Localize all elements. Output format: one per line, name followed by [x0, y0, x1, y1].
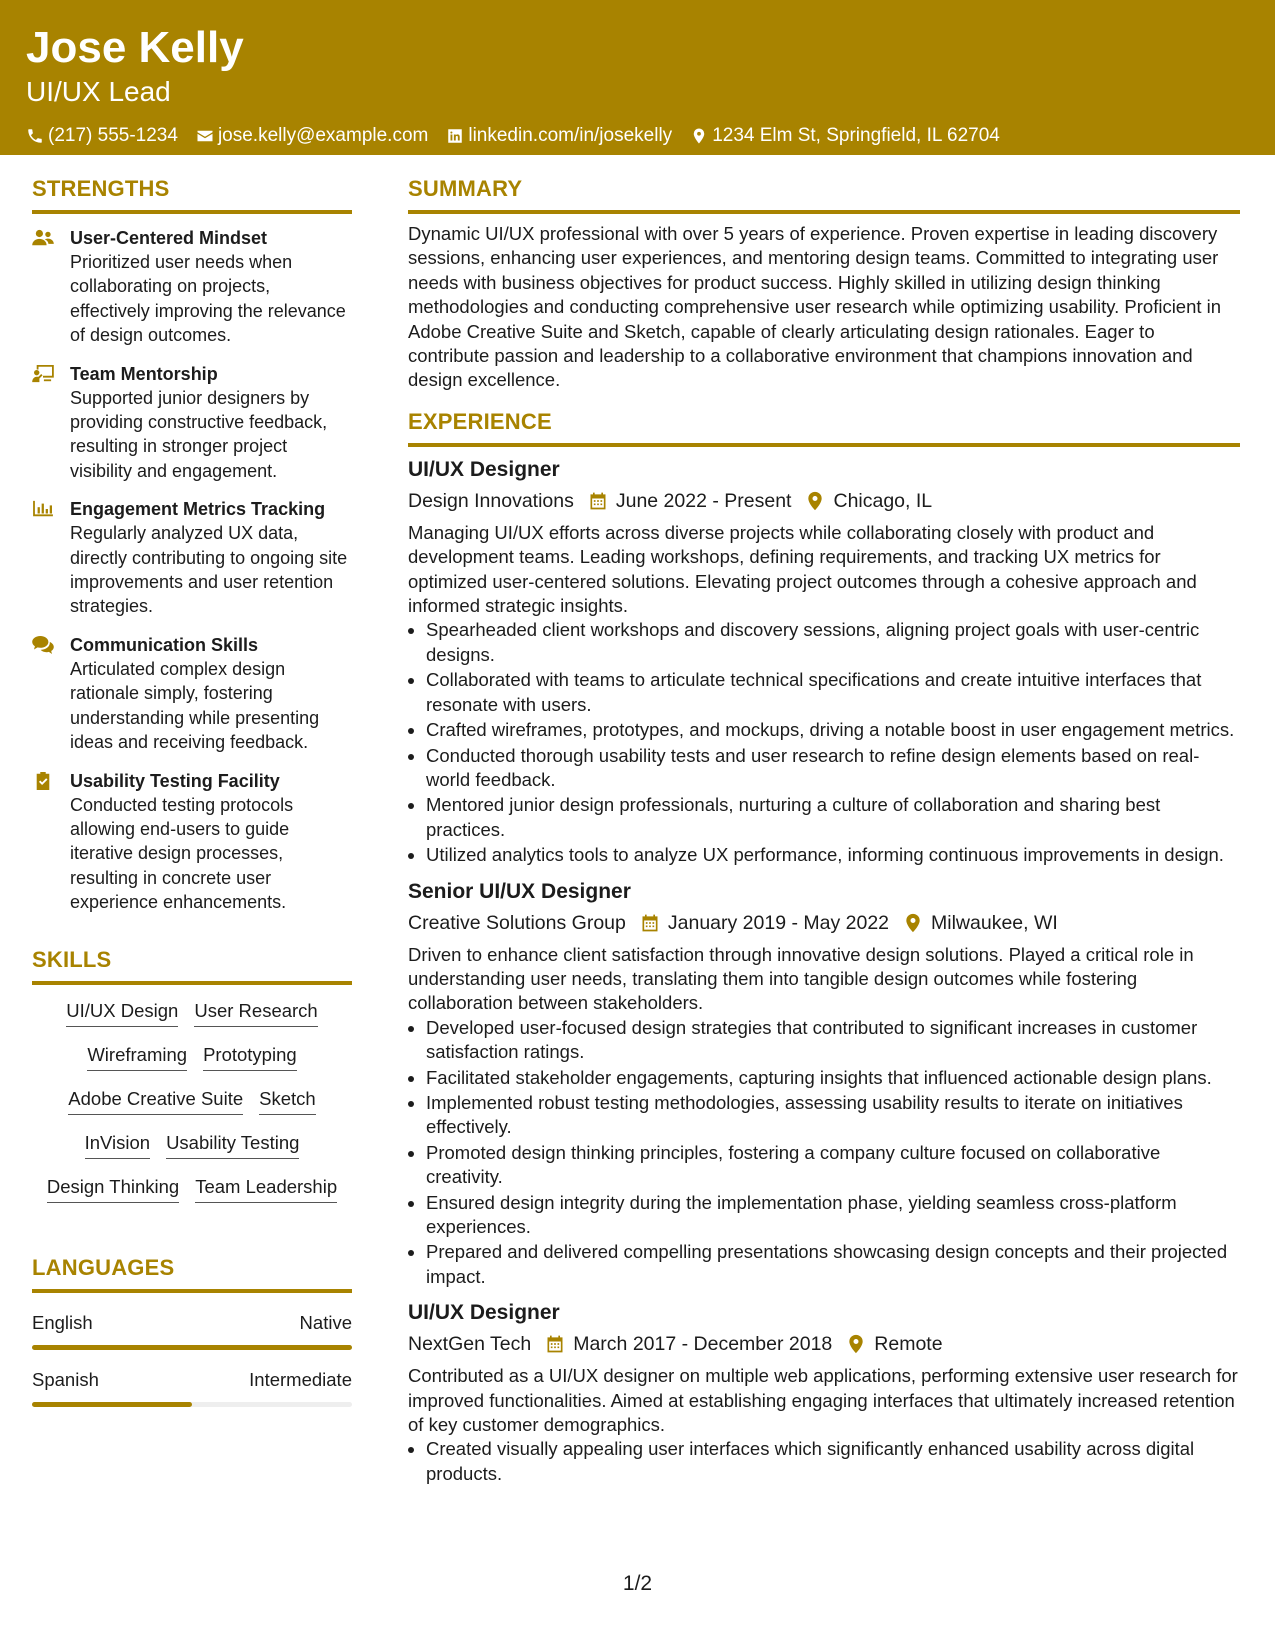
experience-entry — [408, 877, 1240, 1291]
summary-heading: SUMMARY — [408, 174, 1240, 214]
language-proficiency-bar — [32, 1402, 352, 1407]
experience-bullet: • Created visually appealing user interfaces which significantly enhanced usability across digital products. — [426, 1437, 1240, 1487]
job-meta — [408, 909, 1240, 937]
strength-description: Prioritized user needs when collaborating on projects, effectively improving the relevance of design outcomes. — [70, 252, 346, 346]
job-dates: January 2019 - May 2022 — [667, 911, 890, 934]
contact-list — [26, 124, 1249, 148]
language-level: Native — [299, 1311, 352, 1333]
strength-item — [32, 497, 352, 619]
strength-description: Regularly analyzed UX data, directly contributing to ongoing site improvements and user retention strategies. — [70, 523, 348, 617]
strength-title: Communication Skills — [70, 634, 259, 655]
experience-entry — [408, 455, 1240, 869]
resume-header — [0, 0, 1275, 155]
strength-body — [70, 226, 352, 348]
job-description: Contributed as a UI/UX designer on multiple web applications, performing extensive user research for improved functionalities. Aimed at establishing engaging interfaces that ultimately increased retention of key customer demographics. — [408, 1365, 1238, 1436]
calendar-icon — [545, 1334, 565, 1354]
strength-title: Engagement Metrics Tracking — [70, 499, 326, 520]
language-name: English — [32, 1311, 93, 1333]
languages-heading: LANGUAGES — [32, 1253, 352, 1293]
language-level: Intermediate — [249, 1368, 352, 1390]
strength-body — [70, 633, 352, 755]
email-text[interactable]: jose.kelly@example.com — [217, 125, 429, 146]
contact-address — [690, 124, 1000, 148]
job-title: UI/UX Designer — [408, 1301, 560, 1325]
skill-tag: Usability Testing — [166, 1131, 299, 1159]
language-item — [32, 1368, 352, 1407]
company-name: NextGen Tech — [408, 1333, 532, 1356]
strengths-heading: STRENGTHS — [32, 174, 352, 214]
strength-title: Team Mentorship — [70, 363, 218, 384]
experience-bullet: • Facilitated stakeholder engagements, capturing insights that influenced actionable design plans. — [426, 1066, 1240, 1091]
experience-bullet: • Developed user-focused design strategies that contributed to significant increases in customer satisfaction ratings. — [426, 1016, 1240, 1066]
strength-body — [70, 497, 352, 619]
experience-bullet: • Prepared and delivered compelling presentations showcasing design concepts and their projected impact. — [426, 1240, 1240, 1290]
summary-text: Dynamic UI/UX professional with over 5 years of experience. Proven expertise in leading discovery sessions, enhancing user experiences, and mentoring design teams. Committed to integrating user needs with business objectives for product success. Highly skilled in utilizing design thinking methodologies and conducting comprehensive user research while optimizing usability. Proficient in Adobe Creative Suite and Sketch, capable of clearly articulating design rationales. Eager to contribute passion and leadership to a collaborative environment that champions innovation and design excellence. — [408, 223, 1222, 391]
experience-bullet: • Promoted design thinking principles, fostering a company culture focused on collaborative creativity. — [426, 1141, 1240, 1191]
strength-body — [70, 769, 352, 915]
map-pin-icon — [846, 1334, 866, 1354]
job-title: Senior UI/UX Designer — [408, 879, 631, 903]
experience-heading: EXPERIENCE — [408, 407, 1240, 447]
languages-list — [32, 1311, 352, 1407]
skill-tag: Team Leadership — [195, 1175, 337, 1203]
strength-title: Usability Testing Facility — [70, 770, 280, 791]
skill-tag: Adobe Creative Suite — [68, 1087, 243, 1115]
experience-bullet: • Crafted wireframes, prototypes, and mockups, driving a notable boost in user engagement metrics. — [426, 718, 1240, 743]
linkedin-text[interactable]: linkedin.com/in/josekelly — [468, 125, 673, 146]
strength-item — [32, 226, 352, 348]
language-row — [32, 1368, 352, 1392]
job-bullets — [408, 1016, 1240, 1290]
experience-bullet: • Mentored junior design professionals, nurturing a culture of collaboration and sharing best practices. — [426, 793, 1240, 843]
contact-linkedin[interactable] — [446, 124, 672, 148]
page-number: 1/2 — [622, 1572, 653, 1595]
experience-bullet: • Ensured design integrity during the implementation phase, yielding seamless cross-platform experiences. — [426, 1191, 1240, 1241]
skill-tag: UI/UX Design — [66, 999, 178, 1027]
strength-description: Articulated complex design rationale simply, fostering understanding while presenting ideas and receiving feedback. — [70, 658, 320, 753]
skill-tag: Prototyping — [203, 1043, 297, 1071]
job-meta — [408, 487, 1240, 515]
experience-bullet: • Utilized analytics tools to analyze UX performance, informing continuous improvements in design. — [426, 843, 1240, 868]
job-description: Managing UI/UX efforts across diverse projects while collaborating closely with product and development teams. Leading workshops, defining requirements, and tracking UX metrics for optimized user-centered solutions. Elevating project outcomes through a cohesive approach and informed strategic insights. — [408, 521, 1197, 617]
strength-item — [32, 633, 352, 755]
users-icon — [32, 226, 70, 348]
job-bullets — [408, 1437, 1240, 1487]
experience-bullet: • Implemented robust testing methodologies, assessing usability results to iterate on initiatives effectively. — [426, 1091, 1240, 1141]
job-location: Remote — [874, 1333, 943, 1356]
language-name: Spanish — [32, 1368, 99, 1390]
map-pin-icon — [805, 491, 825, 511]
experience-bullet: • Collaborated with teams to articulate technical specifications and create intuitive interfaces that resonate with users. — [426, 668, 1240, 718]
experience-list — [408, 455, 1240, 1487]
job-dates: June 2022 - Present — [615, 489, 792, 512]
language-proficiency-fill — [32, 1345, 352, 1350]
strength-item — [32, 362, 352, 484]
presentation-icon — [32, 362, 70, 484]
language-proficiency-bar — [32, 1345, 352, 1350]
candidate-name: Jose Kelly — [26, 23, 244, 72]
language-row — [32, 1311, 352, 1335]
strengths-list — [32, 226, 352, 915]
job-title: UI/UX Designer — [408, 457, 560, 481]
phone-icon — [26, 127, 44, 145]
job-dates: March 2017 - December 2018 — [573, 1333, 833, 1356]
strength-title: User-Centered Mindset — [70, 228, 268, 248]
job-description: Driven to enhance client satisfaction through innovative design solutions. Played a critical role in understanding user needs, translating them into tangible design outcomes while fostering collaboration between stakeholders. — [408, 943, 1194, 1014]
skill-tag: Sketch — [259, 1087, 316, 1115]
experience-entry — [408, 1298, 1240, 1487]
skill-tag: User Research — [194, 999, 317, 1027]
company-name: Creative Solutions Group — [408, 911, 626, 934]
candidate-title: UI/UX Lead — [26, 76, 171, 107]
skill-tag: Wireframing — [87, 1043, 187, 1071]
chart-icon — [32, 497, 70, 619]
linkedin-icon — [446, 127, 464, 145]
job-location: Chicago, IL — [833, 489, 933, 512]
experience-bullet: • Spearheaded client workshops and discovery sessions, aligning project goals with user-centric designs. — [426, 618, 1240, 668]
map-pin-icon — [690, 127, 708, 145]
address-text: 1234 Elm St, Springfield, IL 62704 — [712, 125, 1000, 146]
job-location: Milwaukee, WI — [931, 911, 1058, 934]
phone-text: (217) 555-1234 — [48, 125, 178, 146]
language-item — [32, 1311, 352, 1350]
calendar-icon — [588, 491, 608, 511]
job-bullets — [408, 618, 1240, 868]
skills-list — [32, 999, 352, 1203]
envelope-icon — [196, 127, 214, 145]
skill-tag: Design Thinking — [47, 1175, 179, 1203]
contact-email[interactable] — [196, 124, 428, 148]
chat-icon — [32, 633, 70, 755]
skill-tag: InVision — [85, 1131, 150, 1159]
company-name: Design Innovations — [408, 489, 574, 512]
right-column — [408, 174, 1240, 1487]
contact-phone — [26, 124, 178, 148]
strength-item — [32, 769, 352, 915]
map-pin-icon — [903, 913, 923, 933]
language-proficiency-fill — [32, 1402, 192, 1407]
skills-heading: SKILLS — [32, 945, 352, 985]
job-meta — [408, 1330, 1240, 1358]
strength-description: Supported junior designers by providing constructive feedback, resulting in stronger project visibility and engagement. — [70, 387, 328, 481]
left-column — [32, 174, 352, 1407]
clipboard-check-icon — [32, 769, 70, 915]
experience-bullet: • Conducted thorough usability tests and user research to refine design elements based on real-world feedback. — [426, 744, 1240, 794]
strength-body — [70, 362, 352, 484]
calendar-icon — [640, 913, 660, 933]
strength-description: Conducted testing protocols allowing end-users to guide iterative design processes, resulting in concrete user experience enhancements. — [70, 794, 294, 913]
